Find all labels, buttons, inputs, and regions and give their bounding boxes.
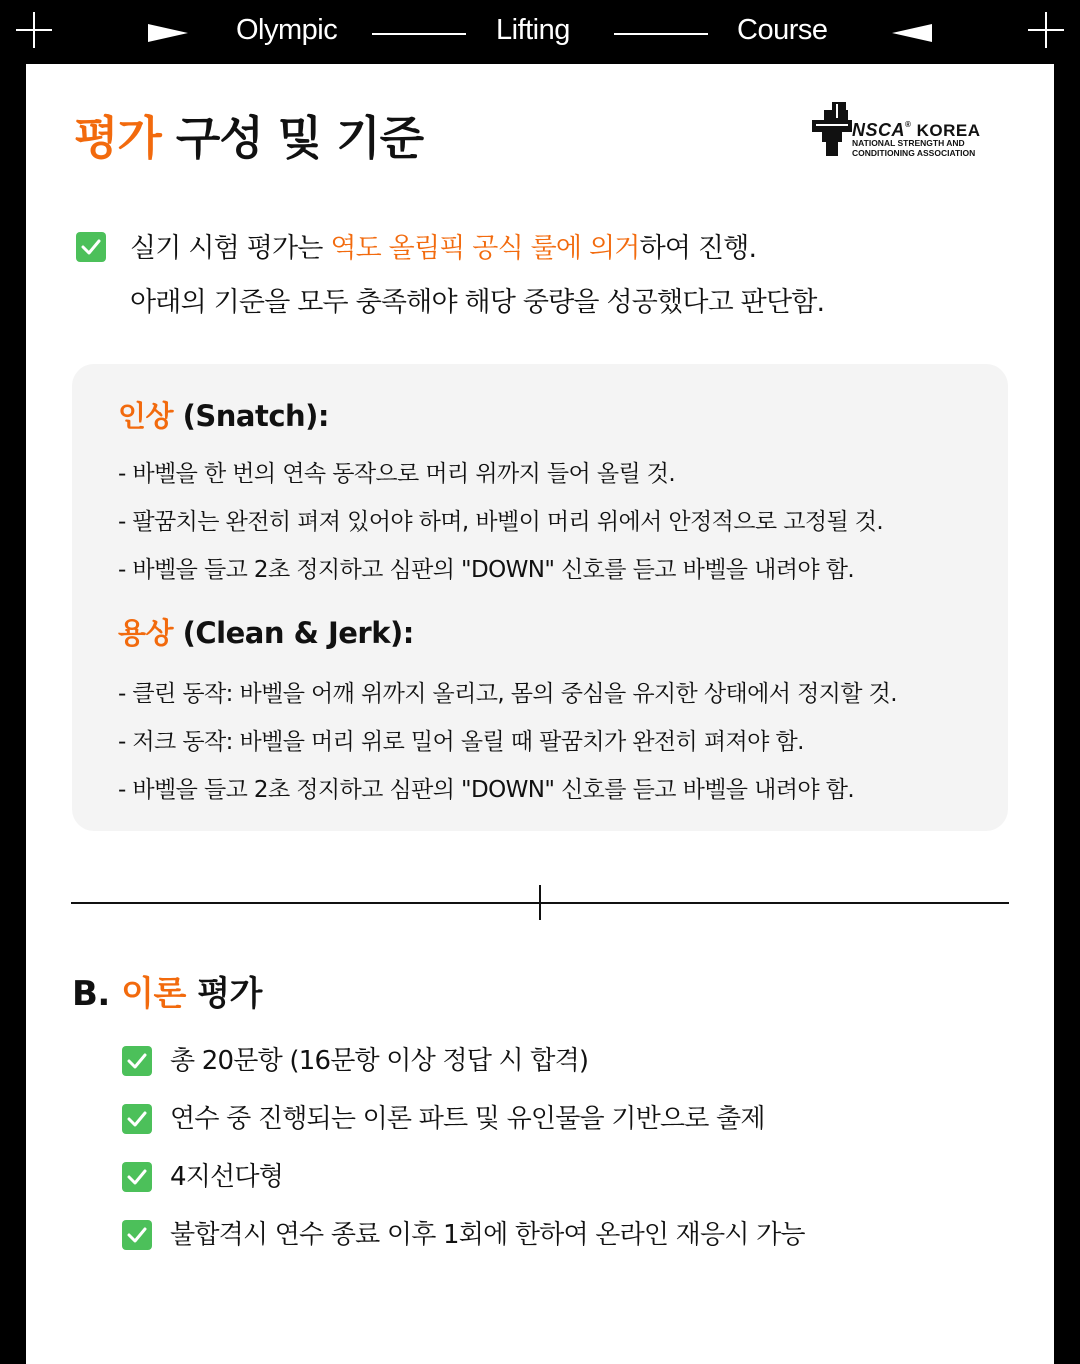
theory-item: 총 20문항 (16문항 이상 정답 시 합격) [170, 1046, 589, 1076]
checkbox-icon [76, 232, 106, 262]
checkbox-icon [122, 1220, 152, 1250]
nsca-emblem-icon [812, 102, 852, 158]
divider-tick [539, 885, 541, 920]
nsca-logo [812, 102, 1004, 158]
banner-word-course: Course [737, 14, 828, 46]
theory-item: 연수 중 진행되는 이론 파트 및 유인물을 기반으로 출제 [170, 1104, 765, 1134]
rules-box [72, 364, 1008, 831]
theory-item: 불합격시 연수 종료 이후 1회에 한하여 온라인 재응시 가능 [170, 1220, 805, 1250]
snatch-rule: - 팔꿈치는 완전히 펴져 있어야 하며, 바벨이 머리 위에서 안정적으로 고정될 것. [118, 509, 884, 535]
intro-line-1: 실기 시험 평가는 역도 올림픽 공식 룰에 의거하여 진행. [130, 233, 757, 264]
checkbox-icon [122, 1046, 152, 1076]
arrow-left-icon [892, 24, 932, 42]
checkbox-icon [122, 1162, 152, 1192]
top-banner [0, 0, 1080, 64]
page-title [74, 102, 423, 168]
intro-line-2: 아래의 기준을 모두 충족해야 해당 중량을 성공했다고 판단함. [130, 287, 825, 318]
banner-word-olympic: Olympic [236, 14, 338, 46]
clean-jerk-heading: 용상 (Clean & Jerk): [118, 616, 414, 650]
title-accent: 평가 [74, 111, 161, 165]
snatch-rule: - 바벨을 한 번의 연속 동작으로 머리 위까지 들어 올릴 것. [118, 461, 676, 487]
plus-icon [1028, 12, 1064, 48]
logo-wordmark: NSCA® KOREA [852, 120, 981, 140]
logo-subtitle: NATIONAL STRENGTH AND CONDITIONING ASSOCIATION [852, 138, 976, 158]
plus-icon [16, 12, 52, 48]
clean-jerk-rule: - 저크 동작: 바벨을 머리 위로 밀어 올릴 때 팔꿈치가 완전히 펴져야 함. [118, 729, 804, 755]
intro-text [130, 222, 824, 330]
clean-jerk-rule: - 바벨을 들고 2초 정지하고 심판의 "DOWN" 신호를 듣고 바벨을 내려야 함. [118, 777, 855, 803]
banner-line [614, 33, 708, 35]
snatch-heading: 인상 (Snatch): [118, 399, 330, 433]
arrow-right-icon [148, 24, 188, 42]
banner-word-lifting: Lifting [496, 14, 570, 46]
clean-jerk-rule: - 클린 동작: 바벨을 어깨 위까지 올리고, 몸의 중심을 유지한 상태에서 정지할 것. [118, 681, 897, 707]
checkbox-icon [122, 1104, 152, 1134]
banner-line [372, 33, 466, 35]
title-rest: 구성 및 기준 [160, 111, 424, 165]
theory-item: 4지선다형 [170, 1162, 284, 1192]
section-b-title: B. 이론 평가 [72, 974, 262, 1014]
snatch-rule: - 바벨을 들고 2초 정지하고 심판의 "DOWN" 신호를 듣고 바벨을 내려야 함. [118, 557, 855, 583]
content-card [26, 64, 1054, 1364]
